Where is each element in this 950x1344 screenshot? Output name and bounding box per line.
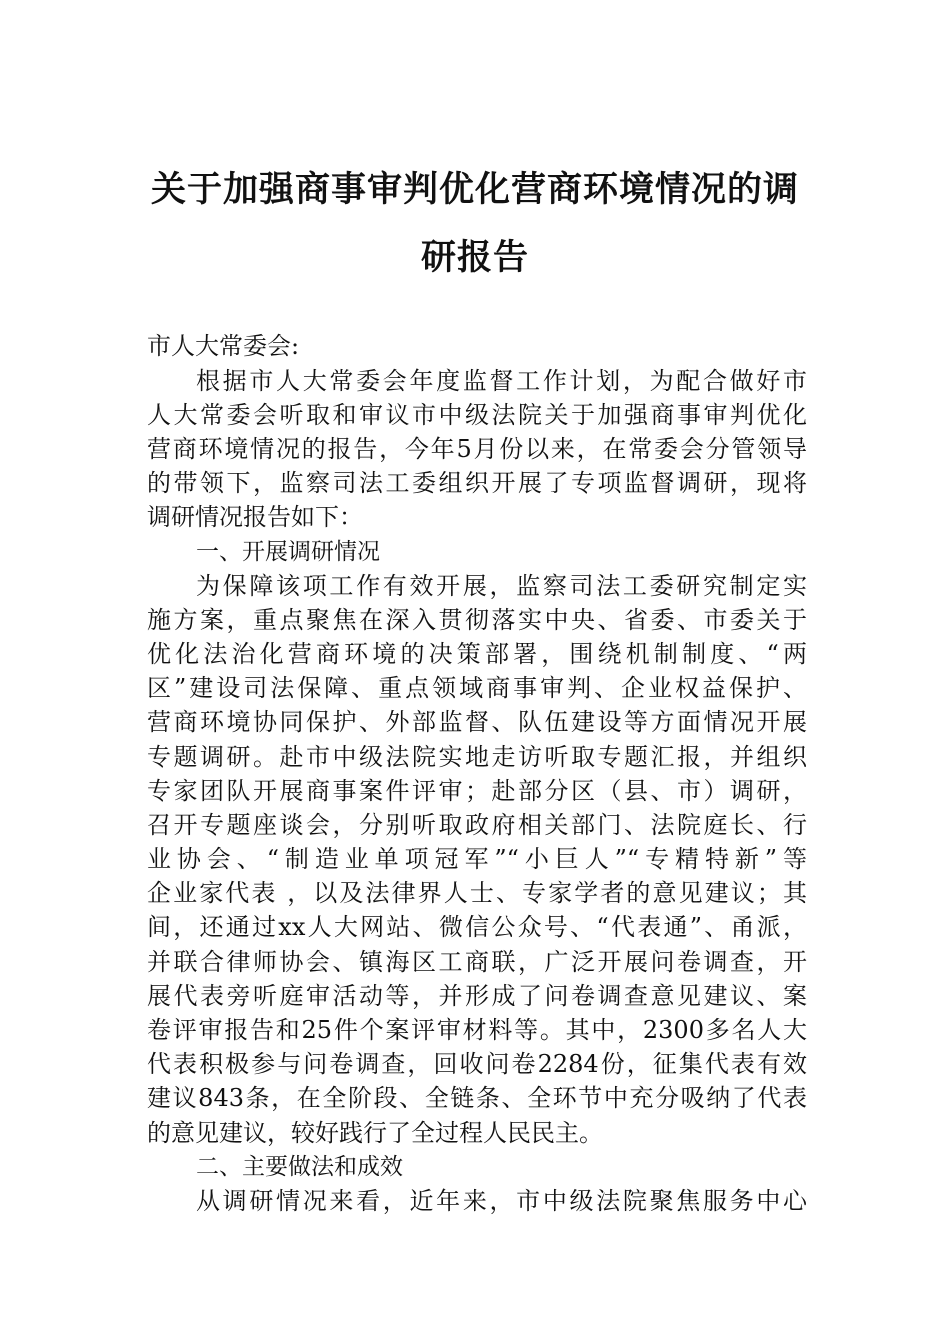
section-heading-1: 一、开展调研情况	[196, 539, 380, 565]
paragraph-line: 施方案，重点聚焦在深入贯彻落实中央、省委、市委关于	[147, 606, 807, 634]
paragraph-line: 建议843条，在全阶段、全链条、全环节中充分吸纳了代表	[147, 1084, 807, 1112]
document-title-line-2: 研报告	[420, 237, 529, 278]
paragraph-line: 卷评审报告和25件个案评审材料等。其中，2300多名人大	[147, 1016, 807, 1044]
document-title-line-1: 关于加强商事审判优化营商环境情况的调	[150, 169, 799, 210]
paragraph-line: 并联合律师协会、镇海区工商联，广泛开展问卷调查，开	[147, 948, 807, 976]
paragraph-line: 营商环境协同保护、外部监督、队伍建设等方面情况开展	[147, 708, 807, 736]
paragraph-line: 专家团队开展商事案件评审；赴部分区（县、市）调研，	[147, 777, 807, 805]
intro-line: 人大常委会听取和审议市中级法院关于加强商事审判优化	[147, 401, 807, 429]
paragraph-line: 优化法治化营商环境的决策部署，围绕机制制度、“两	[147, 640, 807, 668]
salutation: 市人大常委会:	[147, 332, 300, 360]
intro-line: 的带领下，监察司法工委组织开展了专项监督调研，现将	[147, 469, 807, 497]
paragraph-line: 专题调研。赴市中级法院实地走访听取专题汇报，并组织	[147, 743, 807, 771]
intro-line: 根据市人大常委会年度监督工作计划，为配合做好市	[196, 367, 807, 395]
paragraph-line: 区”建设司法保障、重点领域商事审判、企业权益保护、	[147, 674, 807, 702]
paragraph-line: 从调研情况来看，近年来，市中级法院聚焦服务中心	[196, 1187, 807, 1215]
paragraph-line: 业协会、“制造业单项冠军”“小巨人”“专精特新”等	[147, 845, 807, 873]
paragraph-line: 展代表旁听庭审活动等，并形成了问卷调查意见建议、案	[147, 982, 807, 1010]
intro-line: 营商环境情况的报告，今年5月份以来，在常委会分管领导	[147, 435, 807, 463]
paragraph-line: 召开专题座谈会，分别听取政府相关部门、法院庭长、行	[147, 811, 807, 839]
paragraph-line: 为保障该项工作有效开展，监察司法工委研究制定实	[196, 572, 807, 600]
section-heading-2: 二、主要做法和成效	[196, 1154, 403, 1180]
intro-line: 调研情况报告如下：	[147, 503, 363, 531]
paragraph-line: 间，还通过xx人大网站、微信公众号、“代表通”、甬派，	[147, 913, 807, 941]
paragraph-line: 的意见建议，较好践行了全过程人民民主。	[147, 1119, 603, 1147]
paragraph-line: 企业家代表 ，以及法律界人士、专家学者的意见建议；其	[147, 879, 807, 907]
paragraph-line: 代表积极参与问卷调查，回收问卷2284份，征集代表有效	[147, 1050, 807, 1078]
